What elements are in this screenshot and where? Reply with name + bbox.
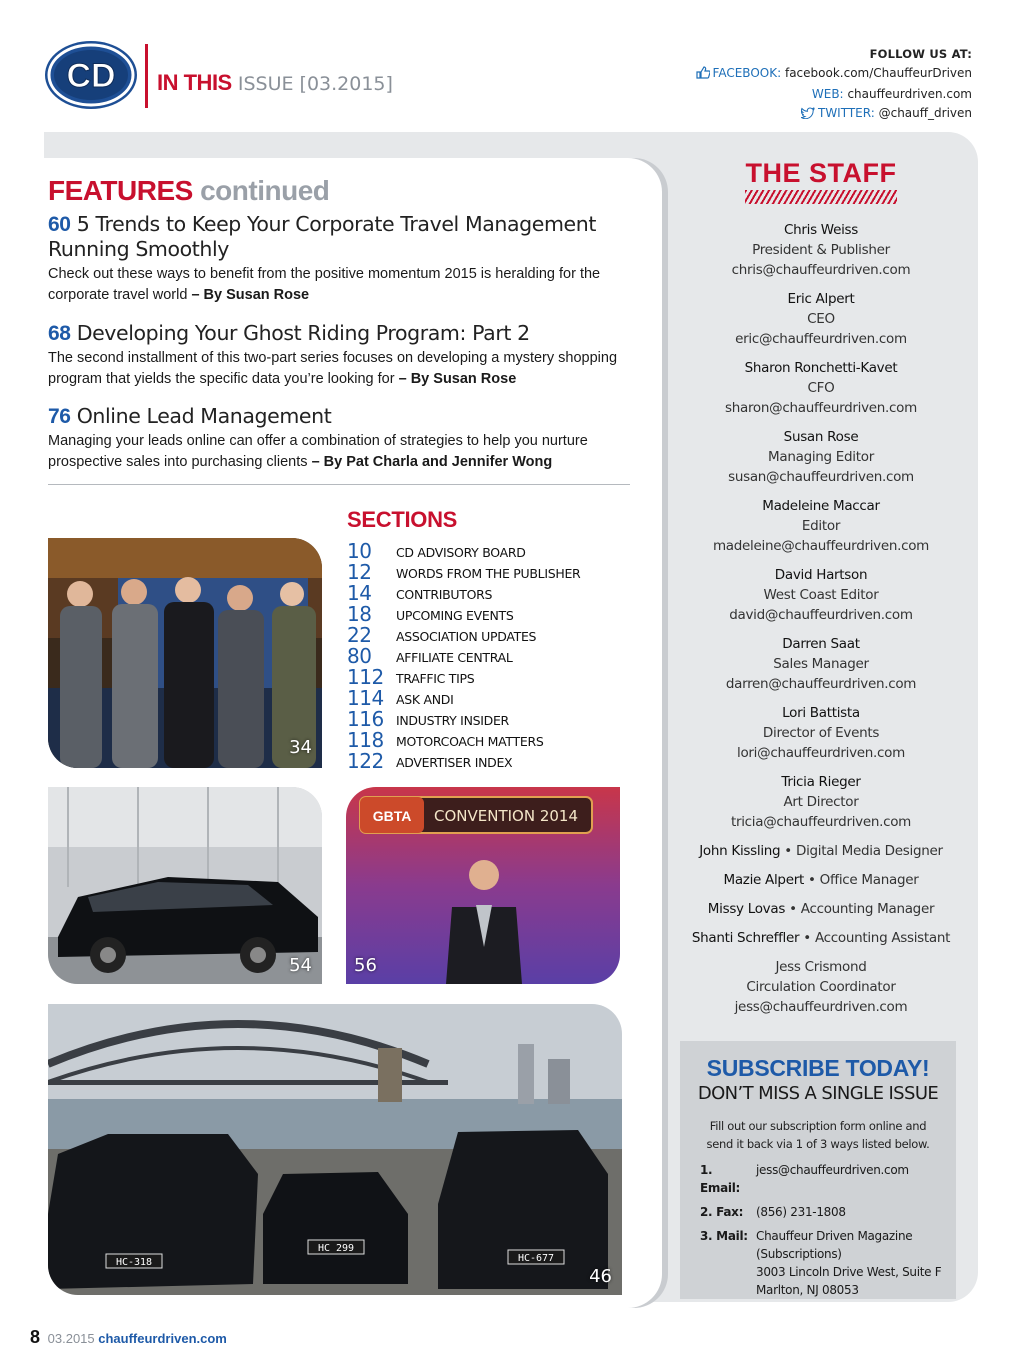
feature-item[interactable] [48, 321, 638, 390]
photo-group-event[interactable] [48, 538, 322, 768]
section-page-number: 80 [347, 644, 372, 668]
staff-name: Eric Alpert [787, 291, 855, 307]
plate-middle: HC 299 [317, 1243, 355, 1254]
section-title: INDUSTRY INSIDER [396, 713, 509, 728]
web-link[interactable]: chauffeurdriven.com [847, 87, 972, 101]
mail-line: Marlton, NJ 08053 [756, 1283, 859, 1297]
staff-member [664, 220, 978, 289]
section-page-number: 118 [347, 728, 384, 752]
staff-role: Sales Manager [773, 656, 869, 672]
staff-role: Circulation Coordinator [746, 979, 896, 995]
staff-role: Director of Events [762, 725, 880, 741]
subscribe-email-row [700, 1161, 950, 1197]
subscribe-description: Fill out our subscription form online and send it back via 1 of 3 ways listed below. [706, 1119, 930, 1151]
staff-name: Chris Weiss [784, 222, 858, 238]
convention-banner: CONVENTION 2014 [433, 807, 579, 825]
staff-name: David Hartson [774, 567, 868, 583]
feature-page-number: 68 [48, 322, 71, 345]
section-page-number: 122 [347, 749, 384, 773]
staff-email[interactable]: darren@chauffeurdriven.com [725, 676, 917, 692]
staff-role: Accounting Manager [800, 901, 935, 917]
staff-member [664, 957, 978, 1017]
section-title: CD ADVISORY BOARD [396, 545, 526, 560]
photo-limousine-garage[interactable] [48, 787, 322, 984]
photo-gbta-convention[interactable] [346, 787, 620, 984]
staff-name: Shanti Schreffler [691, 930, 800, 946]
feature-page-number: 60 [48, 213, 71, 236]
photo-page-number: 56 [354, 955, 377, 976]
staff-name: Sharon Ronchetti-Kavet [744, 360, 898, 376]
section-item[interactable] [347, 625, 580, 646]
staff-role: West Coast Editor [763, 587, 879, 603]
features-heading [48, 175, 329, 207]
section-item[interactable] [347, 709, 580, 730]
staff-member-inline [664, 928, 978, 957]
feature-byline: – By Pat Charla and Jennifer Wong [311, 454, 553, 470]
feature-title[interactable] [48, 212, 638, 262]
subscribe-methods [700, 1161, 950, 1305]
section-page-number: 18 [347, 602, 372, 626]
subscribe-heading: SUBSCRIBE TODAY! [706, 1055, 930, 1081]
section-item[interactable] [347, 562, 580, 583]
bullet-separator: • [784, 843, 792, 859]
twitter-bird-icon [801, 106, 815, 125]
section-item[interactable] [347, 541, 580, 562]
staff-email[interactable]: susan@chauffeurdriven.com [728, 469, 914, 485]
section-page-number: 10 [347, 539, 372, 563]
page-number: 8 [30, 1327, 41, 1347]
staff-member [664, 772, 978, 841]
staff-role: Managing Editor [768, 449, 874, 465]
staff-email[interactable]: chris@chauffeurdriven.com [731, 262, 911, 278]
subscribe-mail-address [756, 1227, 950, 1299]
in-this-label: IN THIS [157, 70, 232, 95]
section-title: MOTORCOACH MATTERS [396, 734, 544, 749]
staff-email[interactable]: sharon@chauffeurdriven.com [725, 400, 917, 416]
feature-title[interactable] [48, 321, 638, 346]
feature-desc-text: The second installment of this two-part series focuses on developing a mystery shopping program that yields the specific data you’re looking for [48, 350, 618, 387]
feature-description [48, 348, 638, 390]
feature-description [48, 264, 638, 306]
section-title: AFFILIATE CENTRAL [396, 650, 513, 665]
section-item[interactable] [347, 583, 580, 604]
cd-logo [44, 40, 138, 110]
plate-right: HC-677 [517, 1253, 555, 1264]
staff-email[interactable]: eric@chauffeurdriven.com [735, 331, 907, 347]
section-page-number: 14 [347, 581, 372, 605]
feature-title[interactable] [48, 404, 638, 429]
gbta-badge: GBTA [372, 808, 412, 824]
subscribe-email-link[interactable]: jess@chauffeurdriven.com [756, 1163, 909, 1177]
section-item[interactable] [347, 667, 580, 688]
twitter-label: TWITTER: [817, 106, 875, 120]
feature-desc-text: Check out these ways to benefit from the positive momentum 2015 is heralding for the corporate travel world [48, 266, 601, 303]
staff-name: Jess Crismond [775, 959, 867, 975]
facebook-line[interactable] [696, 64, 972, 85]
section-item[interactable] [347, 604, 580, 625]
staff-email[interactable]: jess@chauffeurdriven.com [734, 999, 908, 1015]
staff-role: Art Director [783, 794, 859, 810]
subscribe-mail-row [700, 1227, 950, 1299]
feature-desc-text: Managing your leads online can offer a combination of strategies to help you nurture prospective sales into purchasing clients [48, 433, 588, 470]
follow-us-block [696, 45, 972, 125]
staff-heading: THE STAFF [745, 158, 897, 188]
facebook-label: FACEBOOK: [712, 66, 782, 80]
staff-member [664, 289, 978, 358]
photo-page-number: 34 [289, 737, 312, 758]
feature-item[interactable] [48, 404, 638, 473]
photo-page-number: 54 [289, 955, 312, 976]
features-divider [48, 484, 630, 485]
page-footer [30, 1327, 227, 1348]
section-title: ASK ANDI [396, 692, 454, 707]
bullet-separator: • [789, 901, 797, 917]
feature-title-text: 5 Trends to Keep Your Corporate Travel Management Running Smoothly [48, 212, 596, 261]
mail-line: Chauffeur Driven Magazine [756, 1229, 913, 1243]
staff-role: President & Publisher [752, 242, 890, 258]
staff-member [664, 427, 978, 496]
staff-member [664, 634, 978, 703]
section-page-number: 114 [347, 686, 384, 710]
subscribe-fax-number: (856) 231-1808 [756, 1205, 846, 1219]
mail-line: (Subscriptions) [756, 1247, 842, 1261]
staff-role: Accounting Assistant [814, 930, 951, 946]
thumbs-up-icon [696, 66, 710, 85]
features-heading-main: FEATURES [48, 175, 193, 206]
section-title: TRAFFIC TIPS [396, 671, 475, 686]
staff-member-inline [664, 841, 978, 870]
feature-title-text: Developing Your Ghost Riding Program: Part 2 [76, 321, 530, 345]
staff-member [664, 358, 978, 427]
section-item[interactable] [347, 688, 580, 709]
footer-site-link[interactable]: chauffeurdriven.com [98, 1331, 227, 1346]
svg-text:CD: CD [66, 57, 116, 95]
footer-date: 03.2015 [47, 1331, 95, 1346]
staff-name: Tricia Rieger [781, 774, 861, 790]
web-label: WEB: [811, 87, 844, 101]
staff-email[interactable]: madeleine@chauffeurdriven.com [712, 538, 930, 554]
feature-description [48, 431, 638, 473]
staff-member [664, 496, 978, 565]
section-title: ADVERTISER INDEX [396, 755, 513, 770]
staff-role: Editor [801, 518, 841, 534]
issue-label: ISSUE [03.2015] [237, 73, 393, 95]
feature-item[interactable] [48, 212, 638, 306]
staff-name: Mazie Alpert [723, 872, 804, 888]
plate-left: HC-318 [115, 1257, 153, 1268]
bullet-separator: • [807, 872, 816, 888]
staff-email[interactable]: tricia@chauffeurdriven.com [730, 814, 912, 830]
subscribe-subheading: DON’T MISS A SINGLE ISSUE [697, 1083, 939, 1104]
feature-page-number: 76 [48, 405, 71, 428]
subscribe-mail-label: 3. Mail: [700, 1229, 748, 1243]
sections-heading: SECTIONS [347, 507, 458, 532]
facebook-link[interactable]: facebook.com/ChauffeurDriven [784, 66, 972, 80]
section-page-number: 22 [347, 623, 372, 647]
twitter-line[interactable] [696, 104, 972, 125]
staff-member [664, 703, 978, 772]
subscribe-fax-row [700, 1203, 950, 1221]
sections-list [347, 541, 580, 772]
feature-byline: – By Susan Rose [191, 287, 310, 303]
staff-member [664, 565, 978, 634]
staff-role: CFO [807, 380, 835, 396]
staff-heading-hatch [745, 190, 897, 204]
section-item[interactable] [347, 646, 580, 667]
follow-heading: FOLLOW US AT: [869, 47, 972, 61]
section-item[interactable] [347, 751, 580, 772]
staff-name: Madeleine Maccar [762, 498, 880, 514]
twitter-handle[interactable]: @chauff_driven [878, 106, 972, 120]
header-divider [145, 44, 148, 108]
features-heading-continued: continued [200, 175, 330, 206]
section-page-number: 12 [347, 560, 372, 584]
staff-name: Missy Lovas [707, 901, 786, 917]
staff-name: Lori Battista [782, 705, 860, 721]
subscribe-email-label: 1. Email: [700, 1163, 741, 1195]
section-title: CONTRIBUTORS [396, 587, 493, 602]
mail-line: 3003 Lincoln Drive West, Suite F [756, 1265, 942, 1279]
staff-role: Digital Media Designer [795, 843, 943, 859]
section-page-number: 116 [347, 707, 384, 731]
web-line[interactable] [696, 85, 972, 104]
photo-sydney-harbour-cars[interactable] [48, 1004, 622, 1295]
section-title: UPCOMING EVENTS [396, 608, 514, 623]
section-page-number: 112 [347, 665, 384, 689]
section-title: ASSOCIATION UPDATES [396, 629, 537, 644]
feature-byline: – By Susan Rose [398, 371, 517, 387]
subscribe-fax-label: 2. Fax: [700, 1205, 744, 1219]
staff-email[interactable]: lori@chauffeurdriven.com [737, 745, 905, 761]
staff-name: Susan Rose [783, 429, 859, 445]
feature-title-text: Online Lead Management [76, 404, 332, 428]
staff-member-inline [664, 899, 978, 928]
photo-page-number: 46 [589, 1266, 612, 1287]
section-title: WORDS FROM THE PUBLISHER [396, 566, 581, 581]
staff-email[interactable]: david@chauffeurdriven.com [729, 607, 913, 623]
staff-name: Darren Saat [782, 636, 860, 652]
staff-name: John Kissling [699, 843, 781, 859]
bullet-separator: • [803, 930, 811, 946]
issue-title [157, 70, 393, 96]
staff-role: Office Manager [819, 872, 919, 888]
staff-role: CEO [807, 311, 835, 327]
subscribe-box [680, 1041, 956, 1299]
staff-member-inline [664, 870, 978, 899]
staff-directory [664, 220, 978, 1017]
section-item[interactable] [347, 730, 580, 751]
